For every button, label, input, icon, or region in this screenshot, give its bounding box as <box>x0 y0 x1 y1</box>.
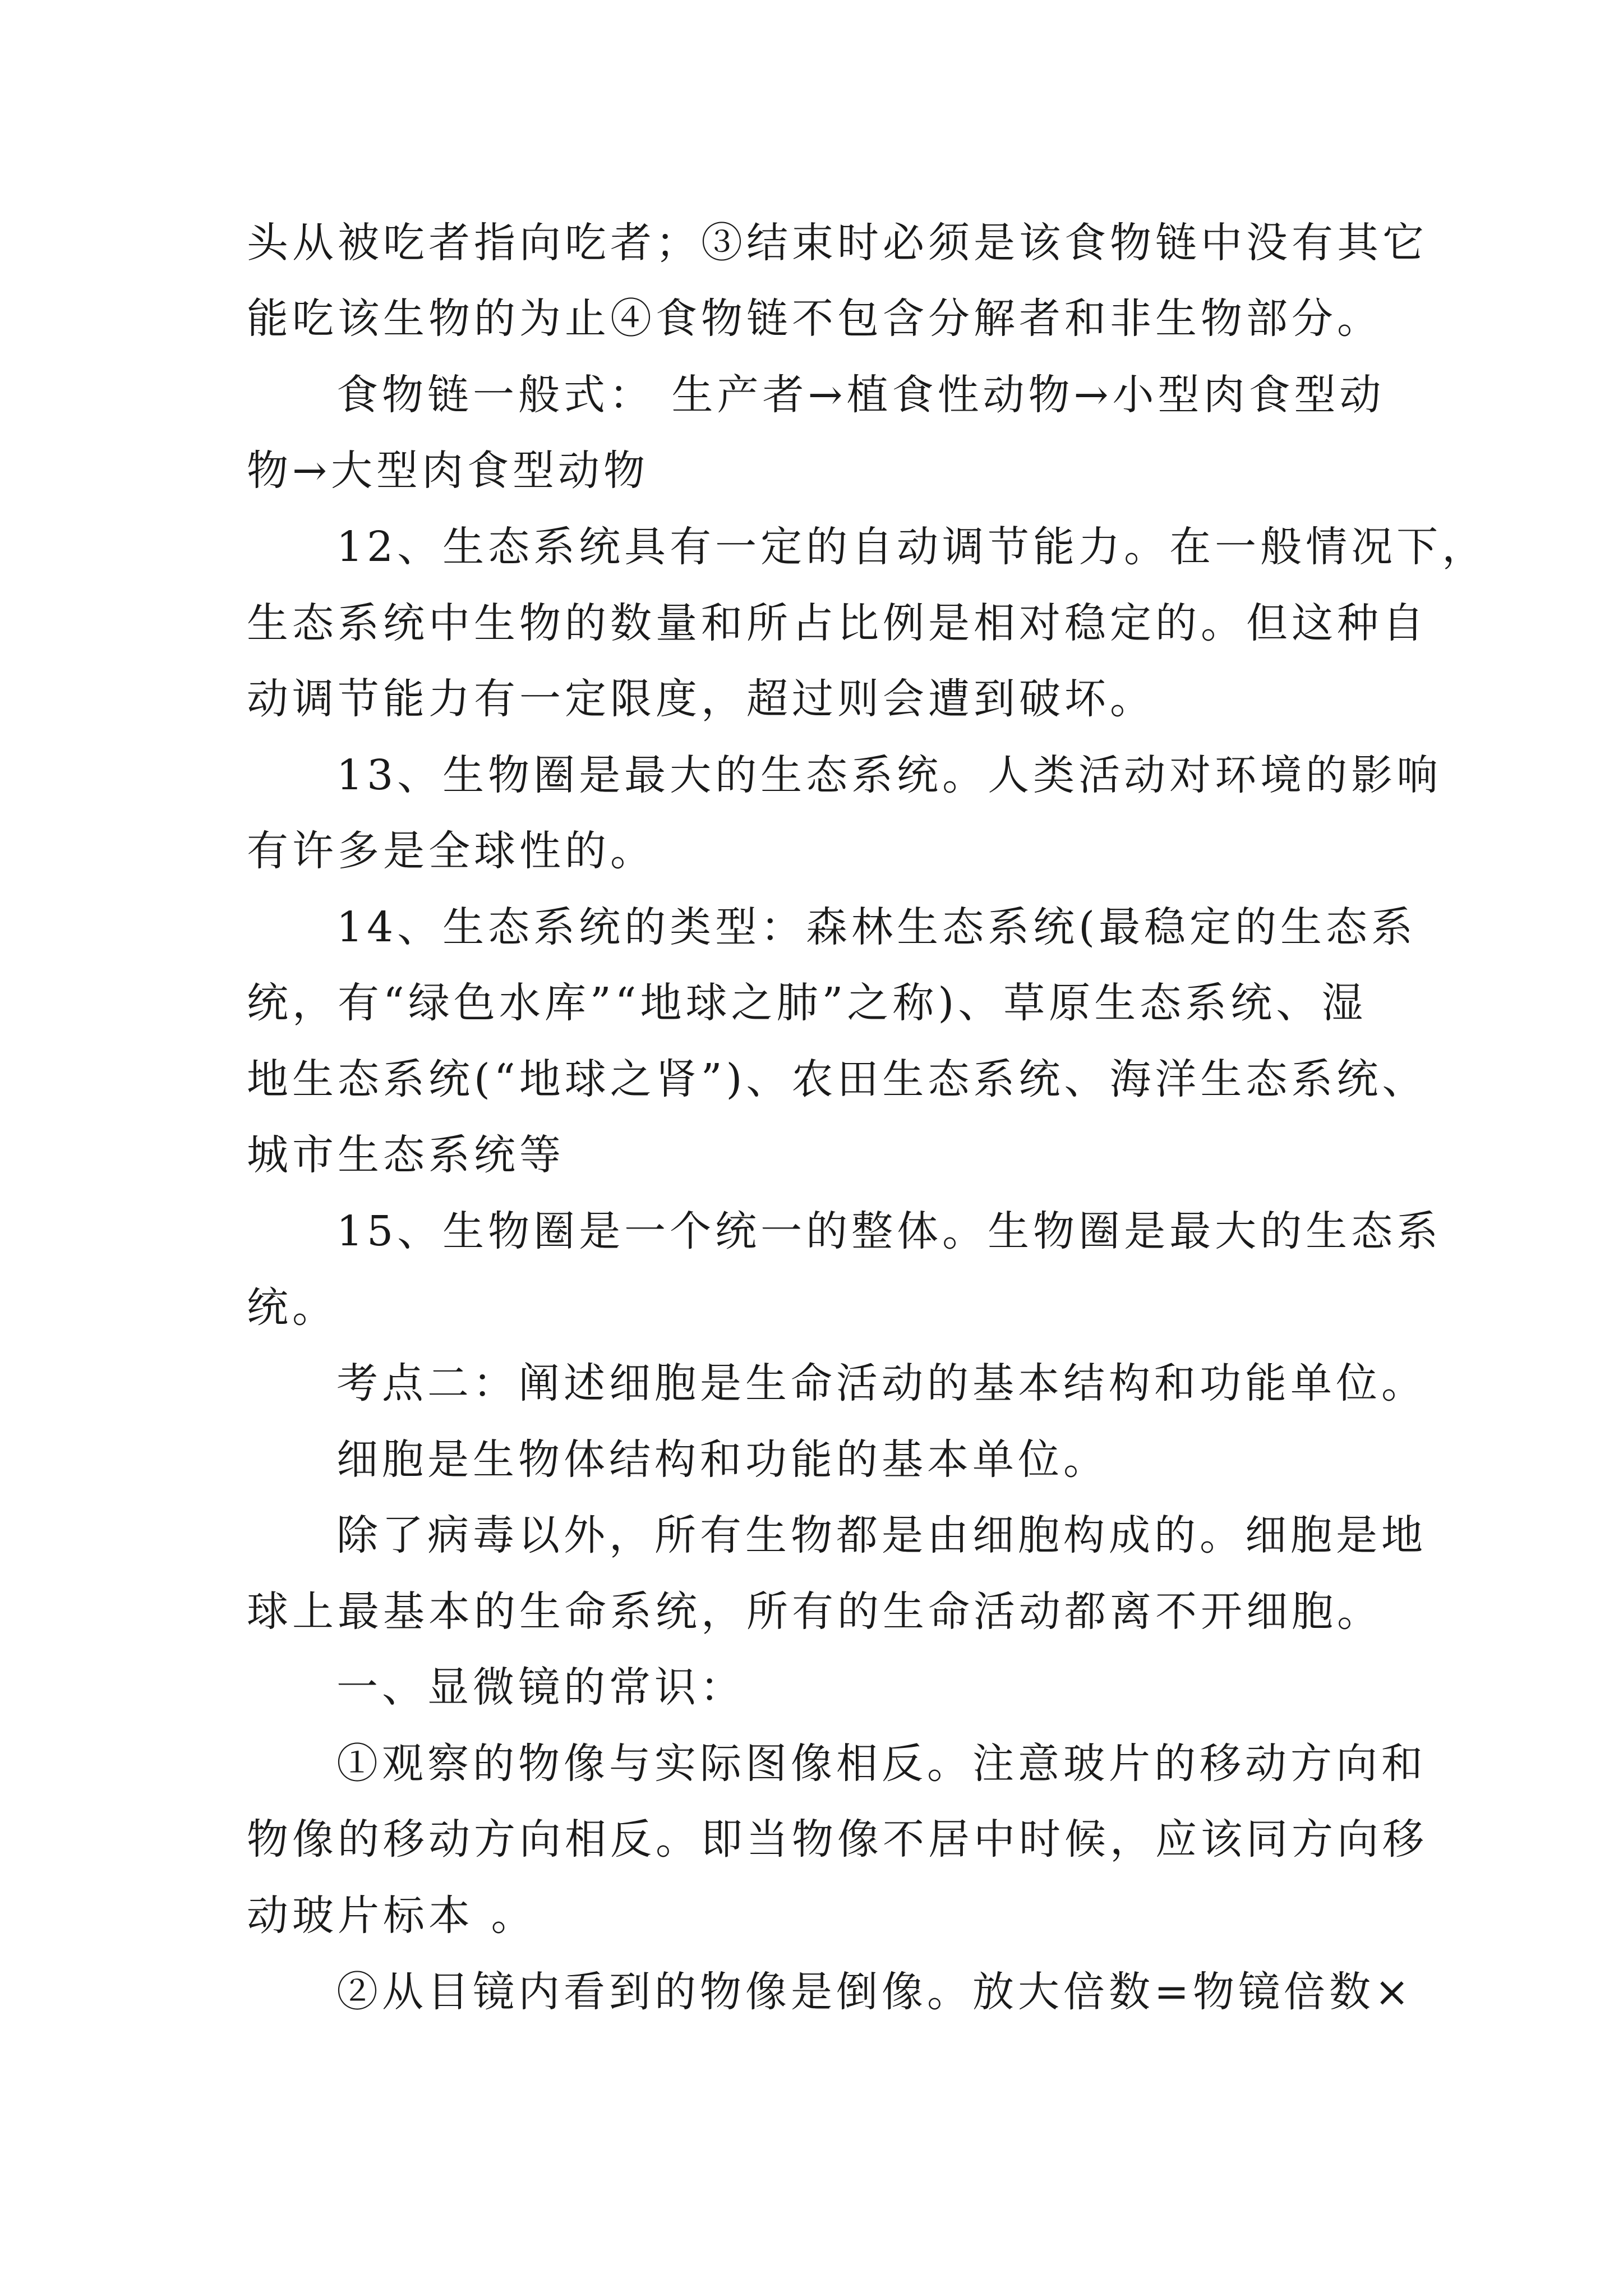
text-line: 动玻片标本 。 <box>247 1892 537 1940</box>
text-line: 统。 <box>247 1283 338 1332</box>
text-line: 统，有“绿色水库”“地球之肺”之称)、草原生态系统、湿 <box>247 979 1367 1027</box>
text-line: 12、生态系统具有一定的自动调节能力。在一般情况下， <box>336 523 1488 571</box>
text-line: 球上最基本的生命系统，所有的生命活动都离不开细胞。 <box>247 1588 1382 1636</box>
text-line: 城市生态系统等 <box>247 1131 565 1179</box>
text-line: ①观察的物像与实际图像相反。注意玻片的移动方向和 <box>336 1740 1427 1788</box>
text-line: 食物链一般式： 生产者→植食性动物→小型肉食型动 <box>336 371 1385 419</box>
text-line: 生态系统中生物的数量和所占比例是相对稳定的。但这种自 <box>247 599 1428 647</box>
text-line: ②从目镜内看到的物像是倒像。放大倍数=物镜倍数× <box>336 1968 1414 2016</box>
text-line: 能吃该生物的为止④食物链不包含分解者和非生物部分。 <box>247 295 1382 343</box>
text-line: 头从被吃者指向吃者；③结束时必须是该食物链中没有其它 <box>247 219 1428 267</box>
text-line: 地生态系统(“地球之肾”)、农田生态系统、海洋生态系统、 <box>247 1055 1428 1103</box>
text-line: 14、生态系统的类型：森林生态系统(最稳定的生态系 <box>336 903 1417 951</box>
text-line: 动调节能力有一定限度，超过则会遭到破坏。 <box>247 675 1155 723</box>
text-line: 物像的移动方向相反。即当物像不居中时候，应该同方向移 <box>247 1815 1428 1864</box>
text-line: 除了病毒以外，所有生物都是由细胞构成的。细胞是地 <box>336 1511 1427 1559</box>
text-line: 一、显微镜的常识： <box>336 1663 745 1711</box>
text-line: 细胞是生物体结构和功能的基本单位。 <box>336 1435 1109 1484</box>
text-line: 考点二：阐述细胞是生命活动的基本结构和功能单位。 <box>336 1359 1427 1407</box>
text-line: 有许多是全球性的。 <box>247 827 656 875</box>
text-line: 15、生物圈是一个统一的整体。生物圈是最大的生态系 <box>336 1207 1442 1255</box>
text-line: 13、生物圈是最大的生态系统。人类活动对环境的影响 <box>336 751 1442 799</box>
text-line: 物→大型肉食型动物 <box>247 447 649 495</box>
